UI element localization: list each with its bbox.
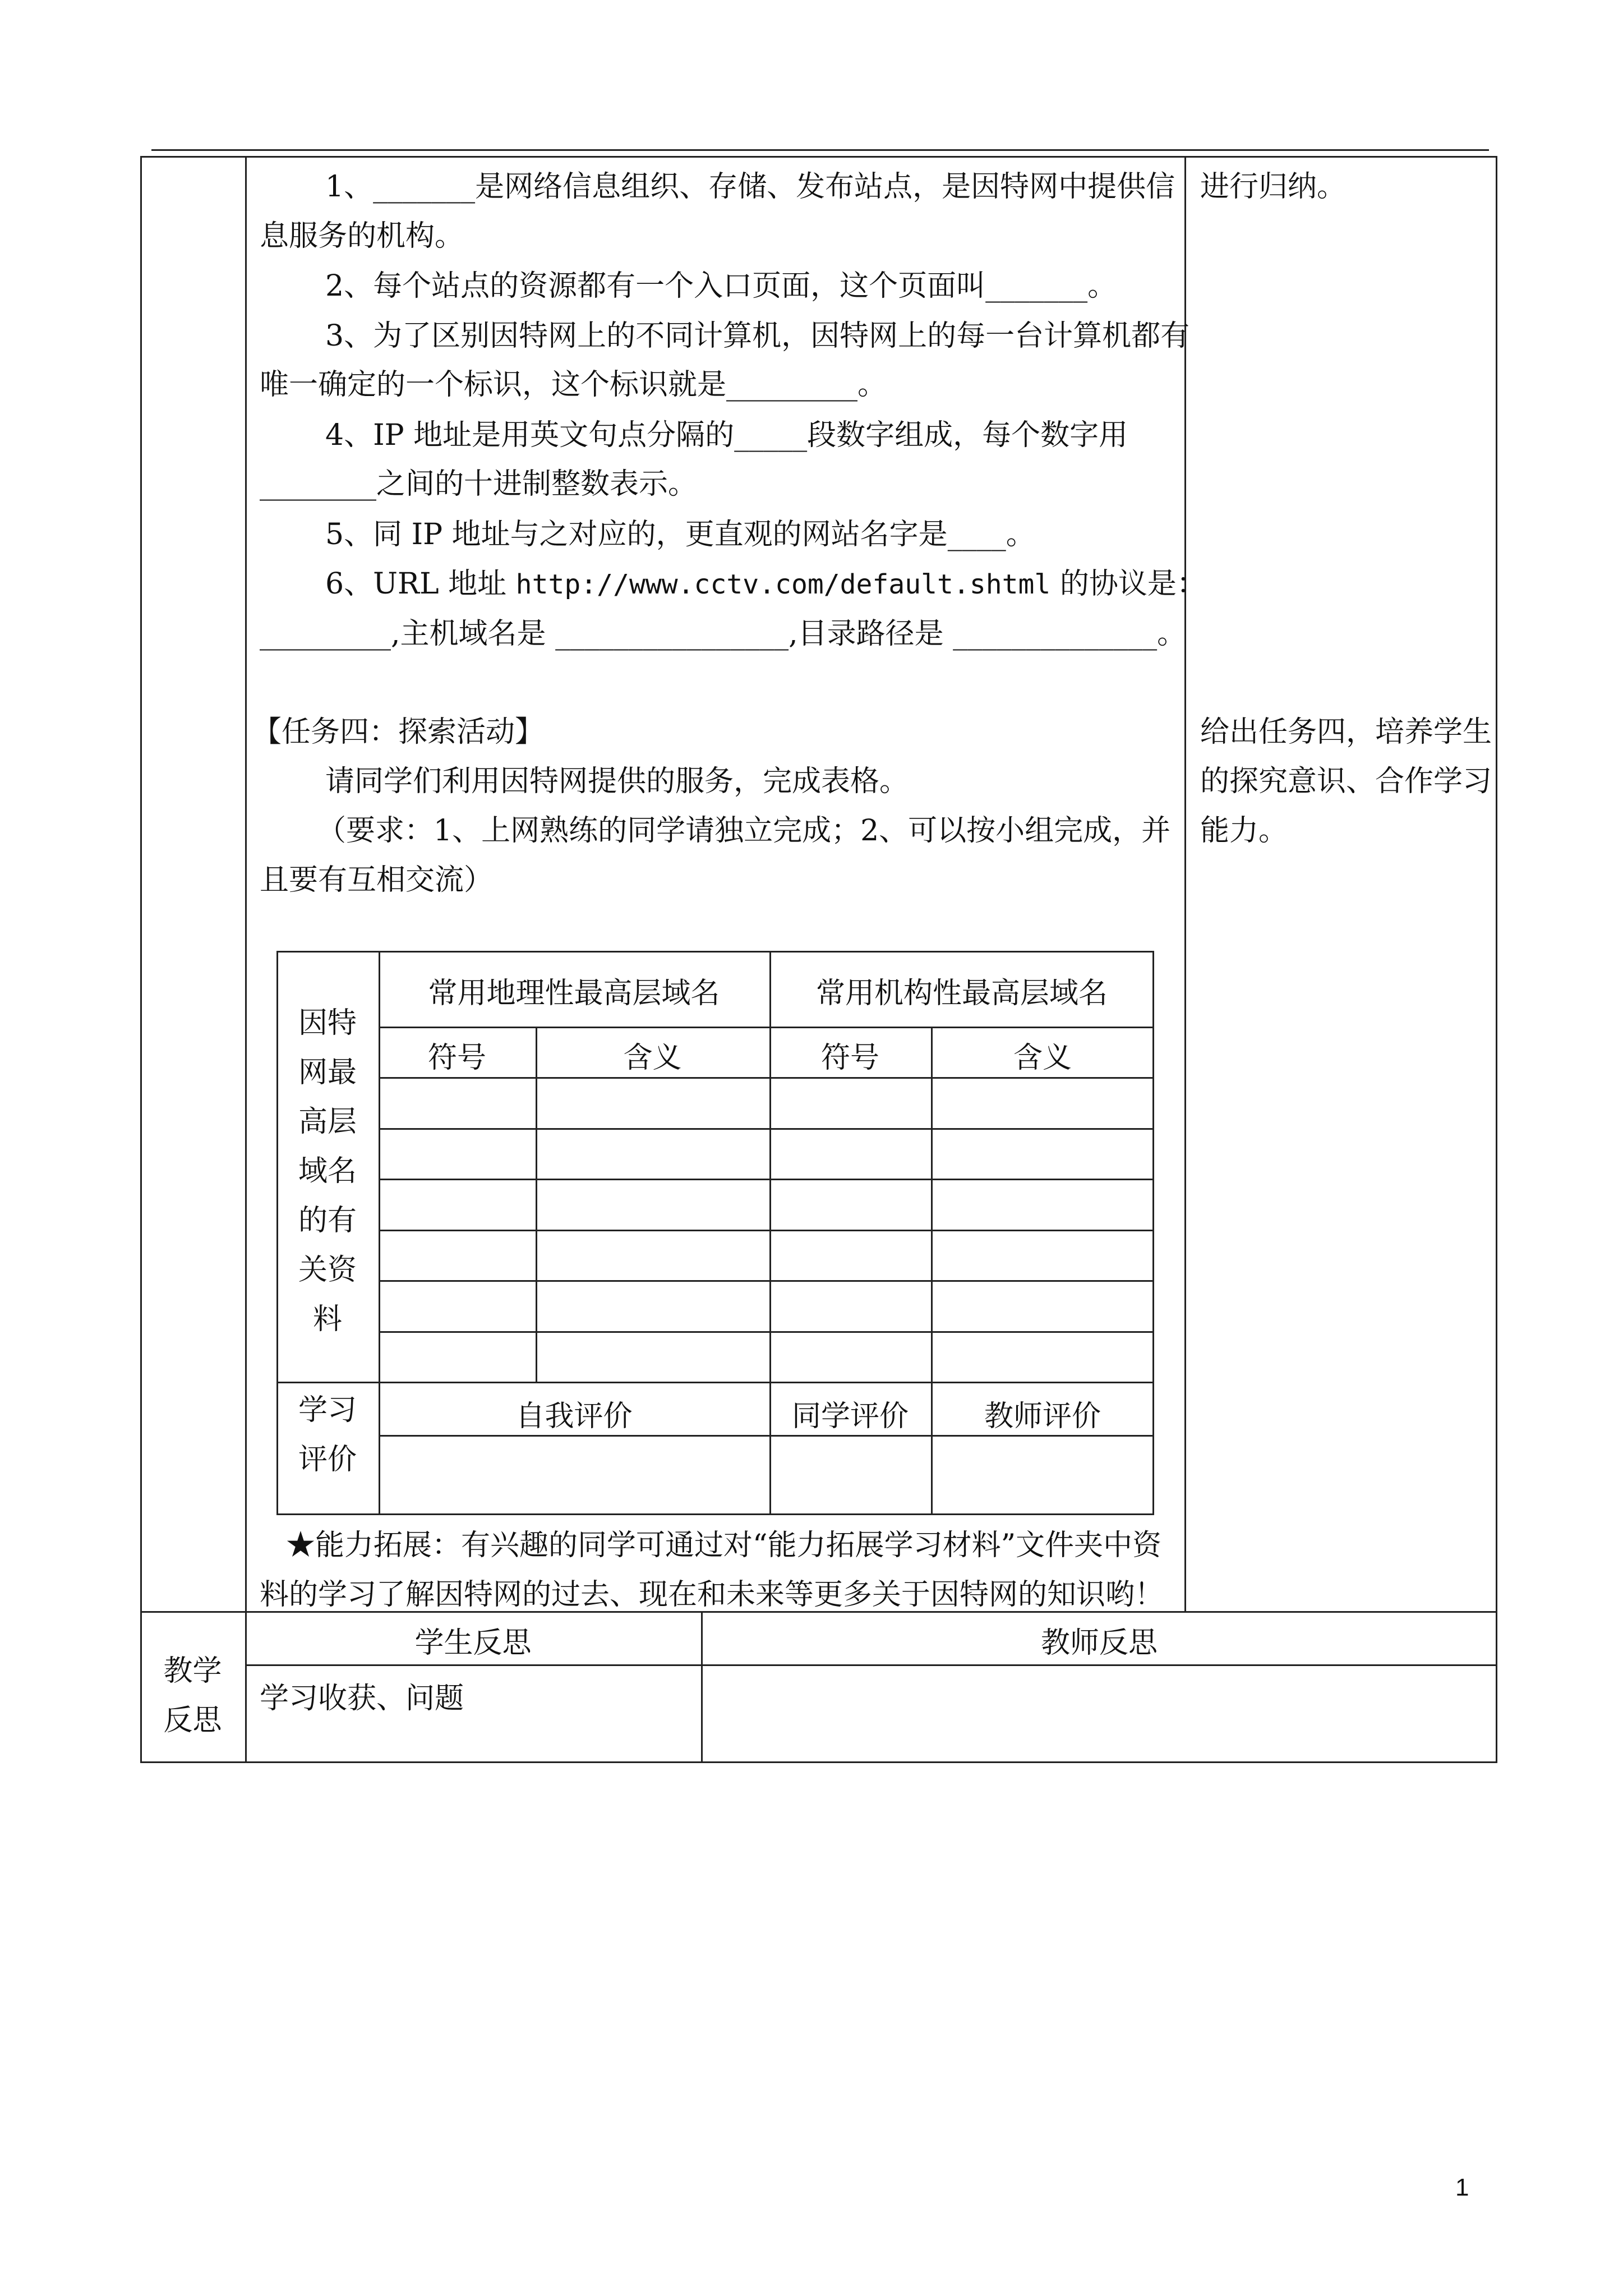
domain-table-hline-eval-header [379,1435,1154,1437]
question-1: 1、_______是网络信息组织、存储、发布站点，是因特网中提供信 [325,170,1175,204]
domain-table-hline-sub [379,1077,1154,1079]
question-1-cont: 息服务的机构。 [260,219,464,253]
col-divider-right [1184,156,1186,1611]
task4-requirement-cont: 且要有互相交流） [260,863,494,897]
question-3: 3、为了区别因特网上的不同计算机，因特网上的每一台计算机都有 [325,319,1190,353]
domain-table-vline-2 [536,1027,537,1382]
org-symbol-header: 符号 [820,1041,879,1075]
domain-table-hline-r5 [379,1331,1154,1333]
student-reflection-content: 学习收获、问题 [260,1682,464,1715]
domain-table-hline-r4 [379,1280,1154,1282]
question-6-cont: _________,主机域名是 ________________,目录路径是 ______________。 [260,617,1187,651]
student-reflection-header: 学生反思 [414,1626,532,1660]
question-5: 5、同 IP 地址与之对应的，更直观的网站名字是____。 [325,518,1035,551]
question-4: 4、IP 地址是用英文句点分隔的_____段数字组成，每个数字用 [325,418,1128,452]
extension-line-2: 料的学习了解因特网的过去、现在和未来等更多关于因特网的知识哟！ [260,1578,1164,1612]
geo-symbol-header: 符号 [427,1041,486,1075]
task4-intro: 请同学们利用因特网提供的服务，完成表格。 [325,765,909,798]
domain-table-hline-eval [276,1382,1154,1383]
domain-table-vline-4 [931,1027,933,1515]
domain-table-row-header: 因特 网最 高层 域名 的有 关资 料 [298,1006,357,1336]
task4-requirement: （要求：1、上网熟练的同学请独立完成；2、可以按小组完成，并 [317,814,1171,848]
task4-title: 【任务四：探索活动】 [252,715,545,749]
question-6: 6、URL 地址 http://www.cctv.com/default.shtml 的协议是： [325,567,1206,601]
peer-eval-header: 同学评价 [791,1400,909,1433]
domain-table-hline-r2 [379,1179,1154,1180]
eval-row-header: 学习 评价 [298,1393,357,1476]
question-3-cont: 唯一确定的一个标识，这个标识就是_________。 [260,368,887,402]
org-meaning-header: 含义 [1013,1041,1072,1075]
reflection-header-divider [245,1664,1497,1666]
header-rule [151,149,1489,151]
org-domain-header: 常用机构性最高层域名 [815,977,1108,1010]
domain-table-hline-r3 [379,1230,1154,1231]
question-2: 2、每个站点的资源都有一个入口页面，这个页面叫_______。 [325,269,1117,303]
domain-table-hline-header [379,1027,1154,1028]
self-eval-header: 自我评价 [515,1400,633,1433]
side-note-task4-1: 给出任务四，培养学生 [1200,715,1492,749]
side-note-task4-3: 能力。 [1200,814,1288,848]
question-4-cont: ________之间的十进制整数表示。 [260,467,698,501]
domain-table-hline-r1 [379,1128,1154,1130]
col-divider-left [245,156,247,1763]
url-text: http://www.cctv.com/default.shtml [515,569,1051,600]
reflection-label: 教学 反思 [163,1654,222,1737]
geo-domain-header: 常用地理性最高层域名 [428,977,720,1010]
geo-meaning-header: 含义 [623,1041,682,1075]
teacher-reflection-header: 教师反思 [1040,1626,1158,1660]
side-note-summarize: 进行归纳。 [1200,170,1347,204]
teacher-eval-header: 教师评价 [984,1400,1101,1433]
side-note-task4-2: 的探究意识、合作学习 [1200,765,1492,798]
page-number: 1 [1455,2174,1469,2201]
extension-line-1: ★能力拓展：有兴趣的同学可通过对“能力拓展学习材料”文件夹中资 [286,1529,1162,1562]
